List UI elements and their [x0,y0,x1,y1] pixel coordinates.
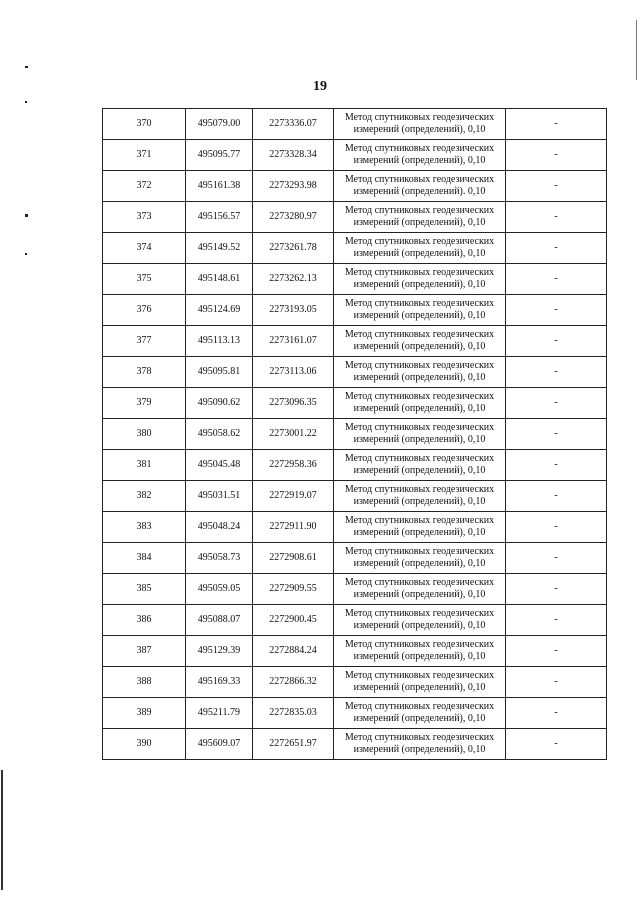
table-row [103,450,607,481]
table-row [103,264,607,295]
coordinate-x: 495031.51 [186,481,253,512]
accuracy-value: - [506,605,607,636]
point-number: 373 [103,202,186,233]
coordinate-x: 495095.77 [186,140,253,171]
method-line-1: Метод спутниковых геодезических [344,112,495,123]
coordinate-x: 495169.33 [186,667,253,698]
table-row [103,202,607,233]
coordinate-x: 495045.48 [186,450,253,481]
method-line-1: Метод спутниковых геодезических [344,174,495,185]
table-row [103,326,607,357]
table-row [103,233,607,264]
coordinate-y: 2272884.24 [253,636,334,667]
point-number: 384 [103,543,186,574]
method-accuracy [334,512,506,543]
method-accuracy [334,481,506,512]
method-line-1: Метод спутниковых геодезических [344,577,495,588]
scan-speck [25,66,28,68]
method-accuracy [334,140,506,171]
method-accuracy [334,605,506,636]
coordinate-y: 2272919.07 [253,481,334,512]
coordinate-x: 495090.62 [186,388,253,419]
accuracy-value: - [506,264,607,295]
page-number: 19 [313,79,327,94]
method-line-1: Метод спутниковых геодезических [344,608,495,619]
accuracy-value: - [506,419,607,450]
accuracy-value: - [506,543,607,574]
method-line-2: измерений (определений), 0,10 [353,589,486,600]
table-row [103,419,607,450]
method-line-1: Метод спутниковых геодезических [344,391,495,402]
method-accuracy [334,357,506,388]
method-accuracy [334,109,506,140]
method-line-2: измерений (определений), 0,10 [353,527,486,538]
coordinate-y: 2273262.13 [253,264,334,295]
table-row [103,729,607,760]
table-row [103,171,607,202]
point-number: 370 [103,109,186,140]
accuracy-value: - [506,698,607,729]
point-number: 375 [103,264,186,295]
accuracy-value: - [506,481,607,512]
method-line-1: Метод спутниковых геодезических [344,143,495,154]
method-accuracy [334,450,506,481]
method-line-1: Метод спутниковых геодезических [344,639,495,650]
table-row [103,481,607,512]
table-row [103,357,607,388]
coordinate-x: 495149.52 [186,233,253,264]
scan-speck [25,214,28,217]
accuracy-value: - [506,140,607,171]
method-line-2: измерений (определений), 0,10 [353,310,486,321]
coordinate-y: 2273001.22 [253,419,334,450]
coordinate-y: 2272835.03 [253,698,334,729]
coordinates-table-body [103,109,607,760]
method-line-2: измерений (определений), 0,10 [353,341,486,352]
method-line-1: Метод спутниковых геодезических [344,360,495,371]
coordinate-y: 2273193.05 [253,295,334,326]
point-number: 374 [103,233,186,264]
coordinate-y: 2272909.55 [253,574,334,605]
method-line-2: измерений (определений), 0,10 [353,248,486,259]
coordinates-table [102,108,607,760]
method-line-2: измерений (определений), 0,10 [353,155,486,166]
table-row [103,605,607,636]
scan-edge-line [1,770,3,890]
table-row [103,512,607,543]
accuracy-value: - [506,233,607,264]
point-number: 377 [103,326,186,357]
method-line-2: измерений (определений), 0,10 [353,434,486,445]
method-accuracy [334,171,506,202]
method-accuracy [334,233,506,264]
method-line-1: Метод спутниковых геодезических [344,670,495,681]
point-number: 381 [103,450,186,481]
coordinate-y: 2273293.98 [253,171,334,202]
method-line-2: измерений (определений), 0,10 [353,279,486,290]
coordinate-y: 2272911.90 [253,512,334,543]
coordinate-x: 495095.81 [186,357,253,388]
accuracy-value: - [506,574,607,605]
scan-speck [25,253,27,255]
method-line-2: измерений (определений), 0,10 [353,744,486,755]
coordinate-x: 495161.38 [186,171,253,202]
point-number: 372 [103,171,186,202]
method-line-2: измерений (определений), 0,10 [353,682,486,693]
coordinate-y: 2272900.45 [253,605,334,636]
accuracy-value: - [506,326,607,357]
coordinate-y: 2273261.78 [253,233,334,264]
table-row [103,574,607,605]
coordinate-x: 495148.61 [186,264,253,295]
method-line-1: Метод спутниковых геодезических [344,205,495,216]
coordinate-x: 495156.57 [186,202,253,233]
point-number: 390 [103,729,186,760]
method-line-1: Метод спутниковых геодезических [344,453,495,464]
method-accuracy [334,636,506,667]
coordinate-x: 495058.73 [186,543,253,574]
coordinate-x: 495609.07 [186,729,253,760]
method-line-1: Метод спутниковых геодезических [344,422,495,433]
method-accuracy [334,667,506,698]
coordinate-x: 495129.39 [186,636,253,667]
coordinate-y: 2273096.35 [253,388,334,419]
method-line-2: измерений (определений), 0,10 [353,372,486,383]
coordinate-x: 495058.62 [186,419,253,450]
point-number: 389 [103,698,186,729]
accuracy-value: - [506,388,607,419]
coordinate-x: 495211.79 [186,698,253,729]
coordinate-x: 495124.69 [186,295,253,326]
method-line-1: Метод спутниковых геодезических [344,298,495,309]
coordinate-x: 495088.07 [186,605,253,636]
coordinate-x: 495079.00 [186,109,253,140]
method-line-1: Метод спутниковых геодезических [344,701,495,712]
method-accuracy [334,419,506,450]
table-row [103,636,607,667]
method-line-2: измерений (определений), 0,10 [353,496,486,507]
method-accuracy [334,295,506,326]
accuracy-value: - [506,512,607,543]
method-accuracy [334,326,506,357]
accuracy-value: - [506,202,607,233]
coordinate-y: 2273113.06 [253,357,334,388]
table-row [103,295,607,326]
point-number: 371 [103,140,186,171]
coordinate-x: 495048.24 [186,512,253,543]
method-line-2: измерений (определений), 0,10 [353,558,486,569]
point-number: 388 [103,667,186,698]
scan-edge-line [636,20,637,80]
accuracy-value: - [506,636,607,667]
table-row [103,109,607,140]
method-accuracy [334,698,506,729]
coordinate-y: 2272651.97 [253,729,334,760]
point-number: 378 [103,357,186,388]
method-accuracy [334,543,506,574]
point-number: 382 [103,481,186,512]
coordinate-x: 495059.05 [186,574,253,605]
method-line-1: Метод спутниковых геодезических [344,484,495,495]
method-line-1: Метод спутниковых геодезических [344,515,495,526]
method-accuracy [334,729,506,760]
method-line-1: Метод спутниковых геодезических [344,546,495,557]
method-line-1: Метод спутниковых геодезических [344,267,495,278]
accuracy-value: - [506,667,607,698]
method-line-1: Метод спутниковых геодезических [344,236,495,247]
method-line-1: Метод спутниковых геодезических [344,732,495,743]
scan-speck [25,101,27,103]
method-line-2: измерений (определений), 0,10 [353,124,486,135]
coordinate-y: 2272958.36 [253,450,334,481]
point-number: 376 [103,295,186,326]
point-number: 386 [103,605,186,636]
table-row [103,388,607,419]
method-line-1: Метод спутниковых геодезических [344,329,495,340]
accuracy-value: - [506,729,607,760]
method-line-2: измерений (определений), 0,10 [353,713,486,724]
coordinate-y: 2273328.34 [253,140,334,171]
method-line-2: измерений (определений), 0,10 [353,620,486,631]
coordinate-y: 2273336.07 [253,109,334,140]
accuracy-value: - [506,295,607,326]
coordinate-x: 495113.13 [186,326,253,357]
point-number: 385 [103,574,186,605]
coordinate-y: 2272866.32 [253,667,334,698]
accuracy-value: - [506,171,607,202]
table-row [103,543,607,574]
method-line-2: измерений (определений), 0,10 [353,651,486,662]
table-row [103,698,607,729]
method-line-2: измерений (определений), 0,10 [353,403,486,414]
point-number: 387 [103,636,186,667]
method-accuracy [334,574,506,605]
method-line-2: измерений (определений), 0,10 [353,465,486,476]
table-row [103,667,607,698]
point-number: 383 [103,512,186,543]
accuracy-value: - [506,109,607,140]
method-accuracy [334,388,506,419]
method-accuracy [334,202,506,233]
accuracy-value: - [506,450,607,481]
table-row [103,140,607,171]
coordinate-y: 2273280.97 [253,202,334,233]
accuracy-value: - [506,357,607,388]
coordinate-y: 2272908.61 [253,543,334,574]
point-number: 380 [103,419,186,450]
method-accuracy [334,264,506,295]
method-line-2: измерений (определений), 0,10 [353,217,486,228]
coordinate-y: 2273161.07 [253,326,334,357]
method-line-2: измерений (определений). 0,10 [353,186,486,197]
point-number: 379 [103,388,186,419]
